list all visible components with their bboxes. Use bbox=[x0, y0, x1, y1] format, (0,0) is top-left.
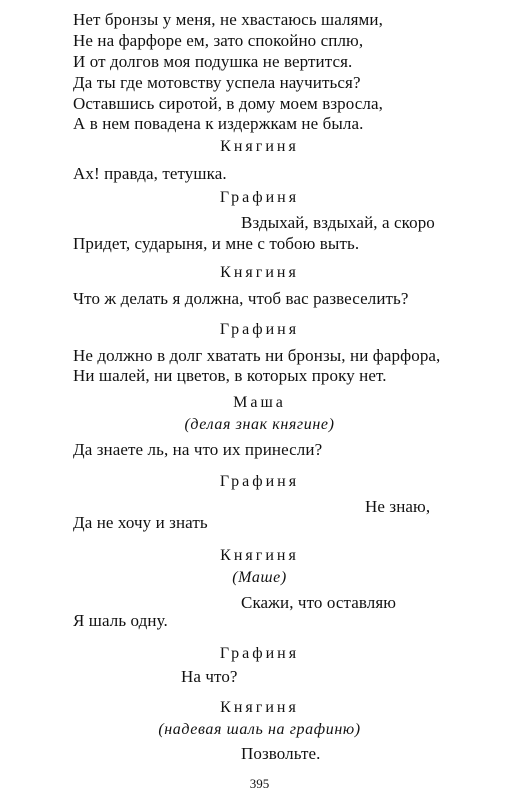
verse-line: Скажи, что оставляю bbox=[241, 593, 397, 612]
verse-line: И от долгов моя подушка не вертится. bbox=[73, 52, 353, 71]
verse-line: Что ж делать я должна, чтоб вас развеселить? bbox=[73, 289, 409, 308]
speaker-name: Графиня bbox=[219, 189, 300, 206]
verse-line: А в нем повадена к издержкам не была. bbox=[73, 114, 364, 133]
verse-line: Нет бронзы у меня, не хвастаюсь шалями, bbox=[73, 10, 383, 29]
verse-line: На что? bbox=[181, 667, 238, 686]
speaker-name: Княгиня bbox=[220, 138, 299, 155]
verse-line: Оставшись сиротой, в дому моем взросла, bbox=[73, 94, 384, 113]
speaker-name: Графиня bbox=[219, 321, 300, 338]
stage-direction: (Маше) bbox=[232, 569, 287, 586]
speaker-name: Княгиня bbox=[220, 699, 299, 716]
verse-line: Вздыхай, вздыхай, а скоро bbox=[241, 213, 435, 232]
verse-line: Не должно в долг хватать ни бронзы, ни фарфора, bbox=[73, 346, 441, 365]
speaker-name: Графиня bbox=[219, 473, 300, 490]
verse-line: Ах! правда, тетушка. bbox=[73, 164, 227, 183]
verse-line: Я шаль одну. bbox=[73, 611, 168, 630]
verse-line: Да ты где мотовству успела научиться? bbox=[73, 73, 361, 92]
speaker-name: Княгиня bbox=[220, 547, 299, 564]
verse-line: Придет, сударыня, и мне с тобою выть. bbox=[73, 234, 360, 253]
verse-line: Не на фарфоре ем, зато спокойно сплю, bbox=[73, 31, 364, 50]
speaker-name: Княгиня bbox=[220, 264, 299, 281]
speaker-name: Графиня bbox=[219, 645, 300, 662]
speaker-name: Маша bbox=[233, 394, 286, 411]
verse-line: Да знаете ль, на что их принесли? bbox=[73, 440, 323, 459]
verse-line: Позвольте. bbox=[241, 744, 321, 763]
stage-direction: (делая знак княгине) bbox=[184, 416, 335, 433]
verse-line: Не знаю, bbox=[365, 497, 431, 516]
verse-line: Да не хочу и знать bbox=[73, 513, 208, 532]
stage-direction: (надевая шаль на графиню) bbox=[158, 721, 361, 738]
verse-line: Ни шалей, ни цветов, в которых проку нет. bbox=[73, 366, 387, 385]
page-number: 395 bbox=[249, 776, 270, 791]
